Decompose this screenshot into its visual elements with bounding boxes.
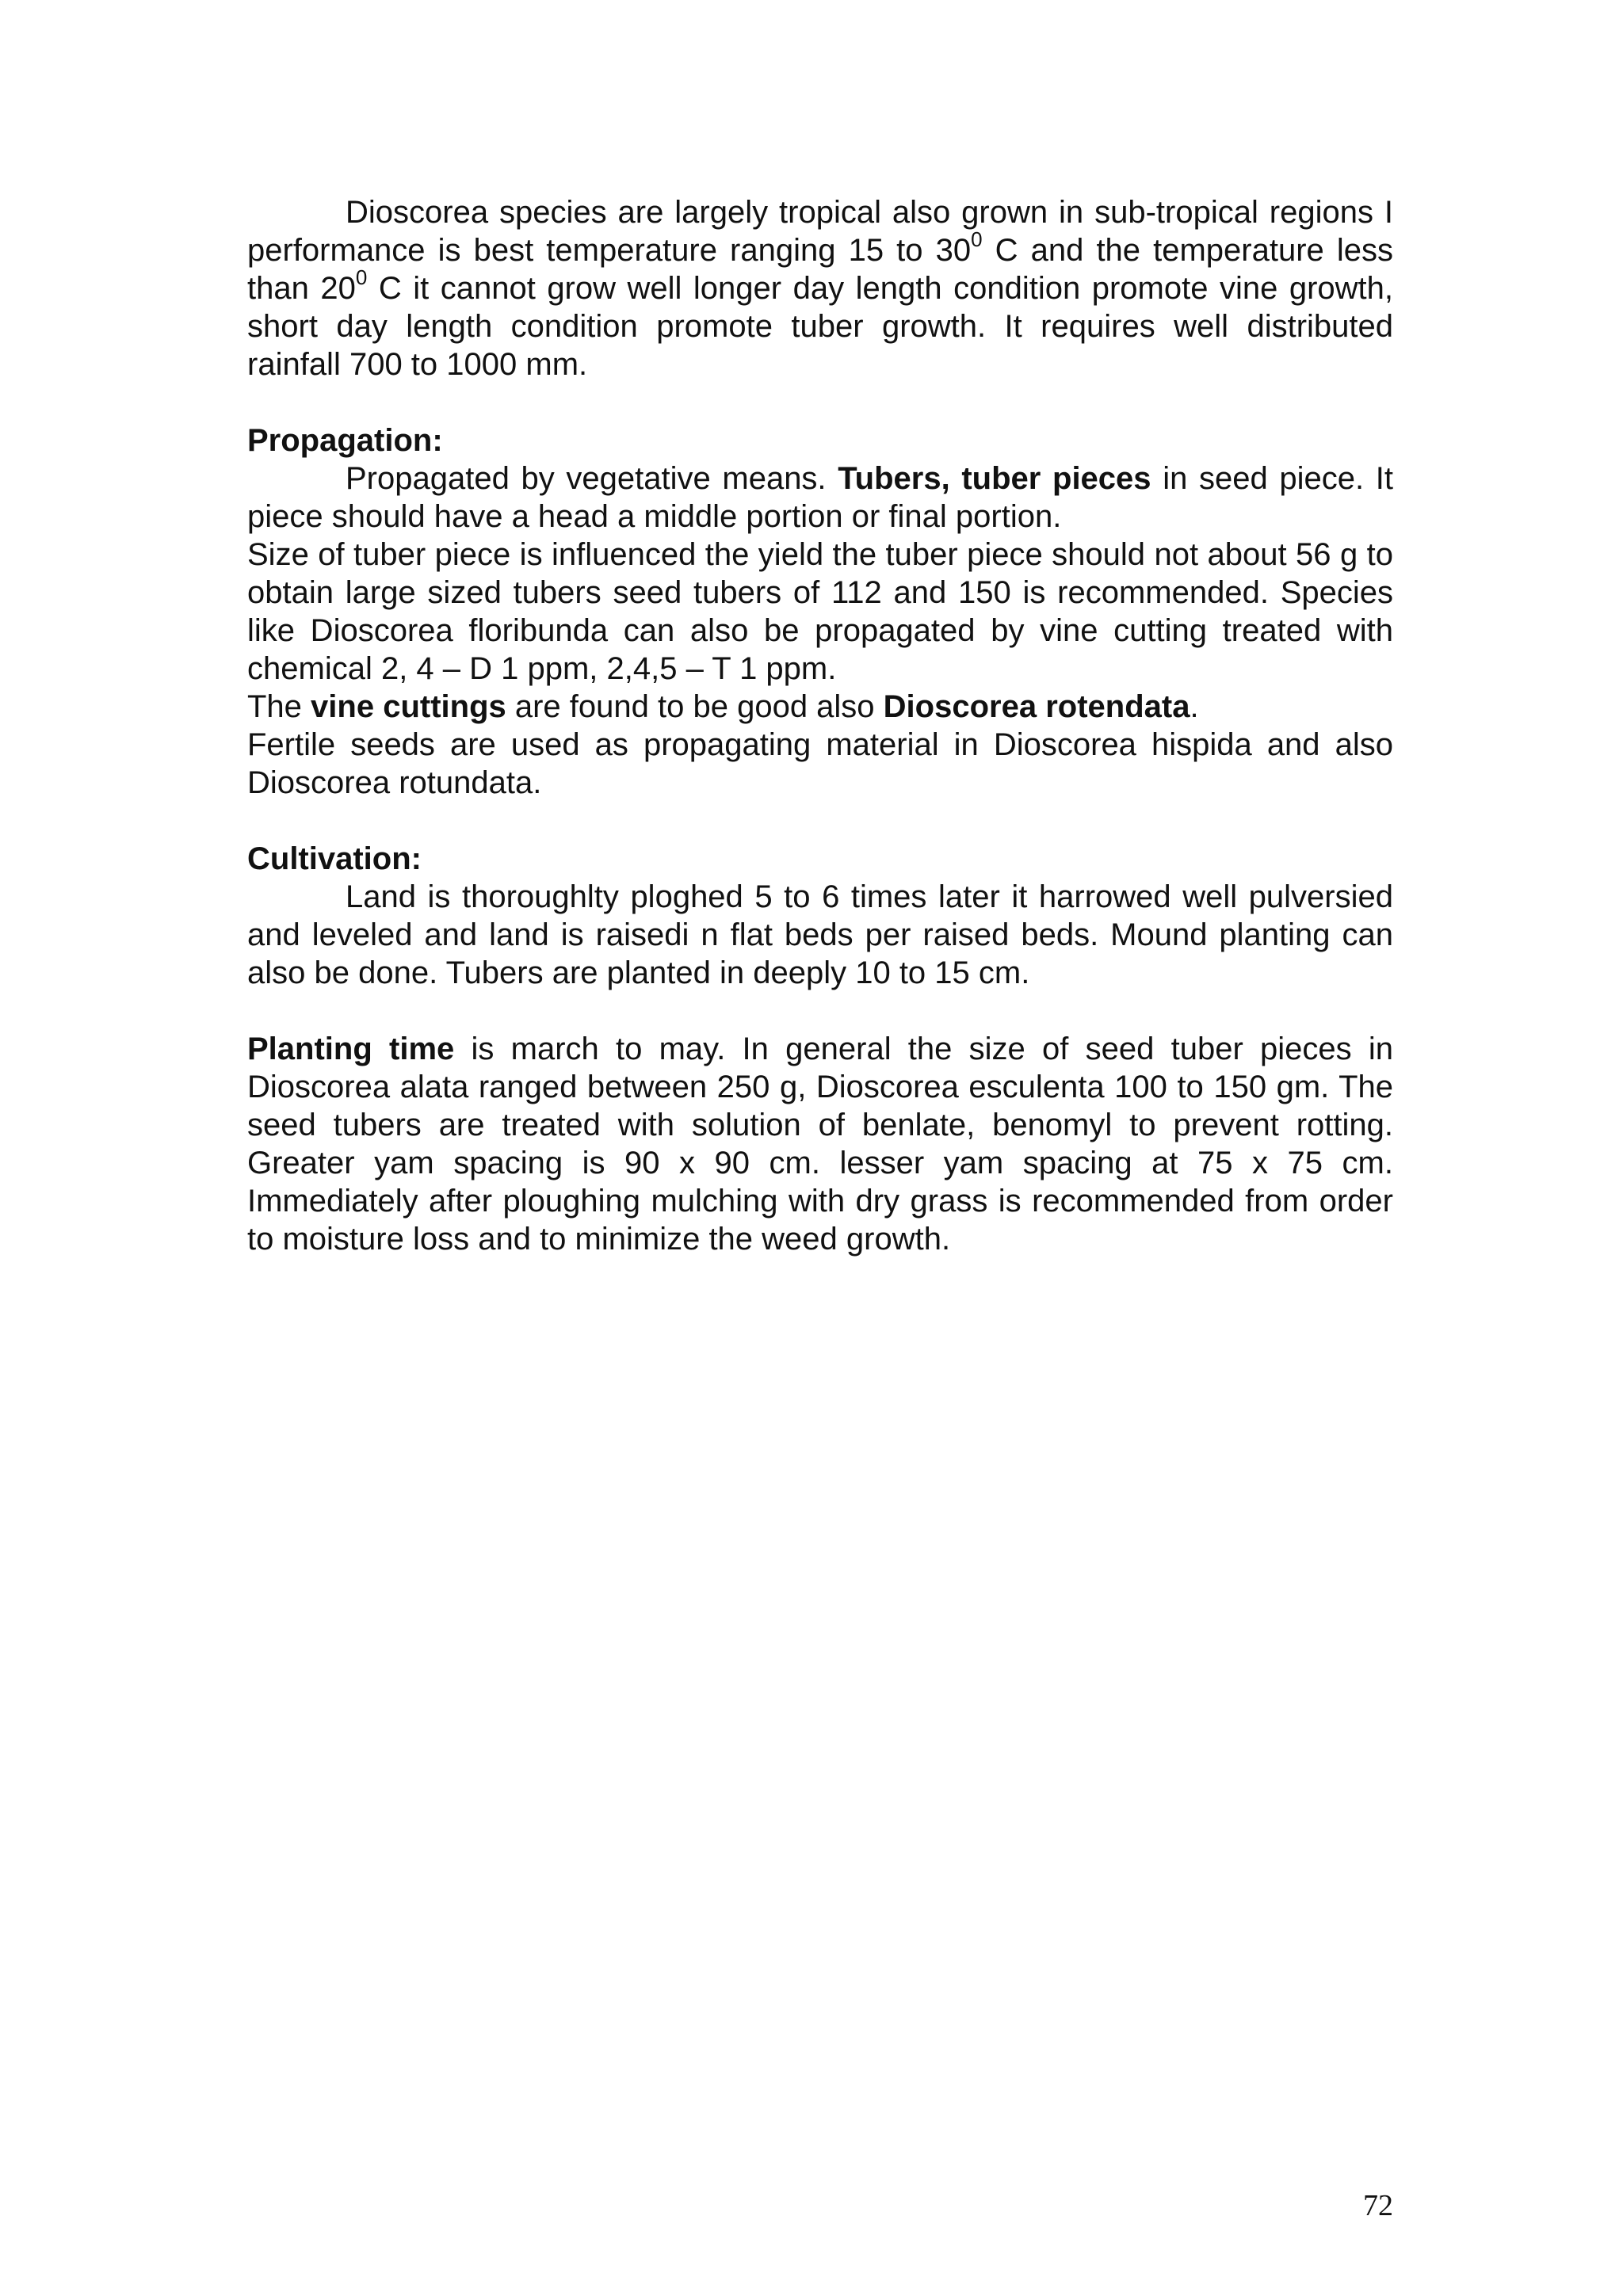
vine-cuttings-bold: vine cuttings xyxy=(311,689,506,724)
propagation-paragraph-4: Fertile seeds are used as propagating material in Dioscorea hispida and also Dioscorea rotundata. xyxy=(247,727,1393,800)
planting-time-bold: Planting time xyxy=(247,1032,455,1066)
spacer xyxy=(247,802,1393,840)
propagation-text: The xyxy=(247,689,311,724)
dioscorea-rotendata-bold: Dioscorea rotendata xyxy=(883,689,1190,724)
cultivation-heading: Cultivation: xyxy=(247,841,422,876)
degree-superscript: 0 xyxy=(355,265,368,289)
document-page xyxy=(247,193,1393,1258)
intro-text-3: C it cannot grow well longer day length condition promote vine growth, short day length condition promote tuber growth. It requires well distributed rainfall 700 to 1000 mm. xyxy=(247,271,1393,382)
intro-text-1: Dioscorea species are largely tropical also grown in sub-tropical regions I performance is best temperature ranging 15 to 30 xyxy=(247,195,1393,268)
propagation-text: . xyxy=(1190,689,1199,724)
propagation-text: in seed piece. It piece should have a head a middle portion or final portion. xyxy=(247,461,1393,534)
intro-paragraph xyxy=(247,193,1393,383)
planting-text: is march to may. In general the size of seed tuber pieces in Dioscorea alata ranged between 250 g, Dioscorea esculenta 100 to 150 gm. The seed tubers are treated with solution of benlate, benomyl to prevent rotting. Greater yam spacing is 90 x 90 cm. lesser yam spacing at 75 x 75 cm. Immediately after ploughing mulching with dry grass is recommended from order to moisture loss and to minimize the weed growth. xyxy=(247,1032,1394,1257)
propagation-text: Propagated by vegetative means. xyxy=(346,461,838,496)
page-number: 72 xyxy=(1363,2189,1393,2222)
propagation-text: are found to be good also xyxy=(506,689,884,724)
degree-superscript: 0 xyxy=(971,227,983,251)
propagation-heading: Propagation: xyxy=(247,423,443,458)
planting-paragraph xyxy=(247,1030,1393,1258)
propagation-paragraph-2: Size of tuber piece is influenced the yield the tuber piece should not about 56 g to obtain large sized tubers seed tubers of 112 and 150 is recommended. Species like Dioscorea floribunda can also be propagated by vine cutting treated with chemical 2, 4 – D 1 ppm, 2,4,5 – T 1 ppm. xyxy=(247,537,1393,686)
spacer xyxy=(247,383,1393,421)
propagation-paragraph-3 xyxy=(247,688,1393,726)
propagation-bold-term: Tubers, tuber pieces xyxy=(838,461,1151,496)
intro-text-2: C and the temperature less than 20 xyxy=(247,233,1394,306)
propagation-paragraph-1 xyxy=(247,460,1393,536)
cultivation-paragraph: Land is thoroughlty ploghed 5 to 6 times later it harrowed well pulversied and leveled and land is raisedi n flat beds per raised beds. Mound planting can also be done. Tubers are planted in deeply 10 to 15 cm. xyxy=(247,879,1393,990)
spacer xyxy=(247,992,1393,1030)
